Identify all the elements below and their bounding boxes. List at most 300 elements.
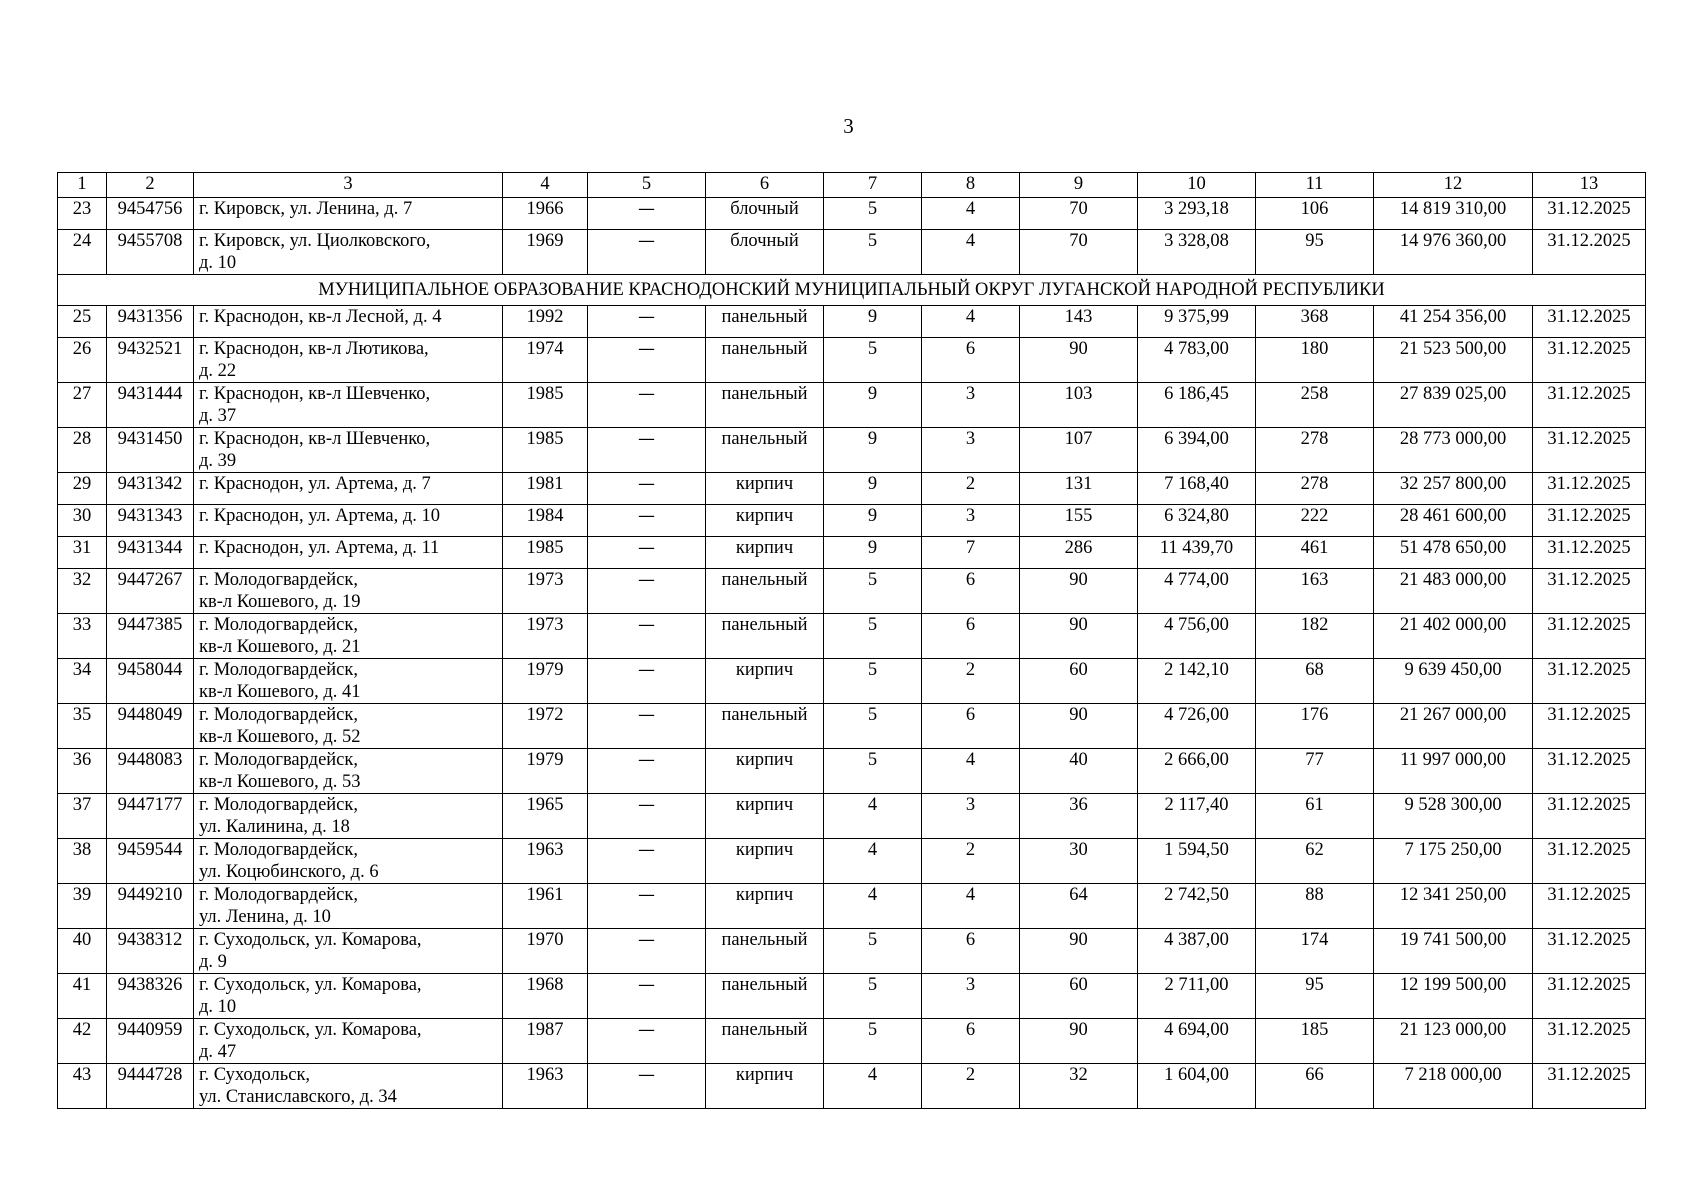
floor-count: 5	[824, 1019, 922, 1064]
table-row	[58, 428, 1646, 473]
total-area: 2 117,40	[1138, 794, 1256, 839]
cost-value: 21 267 000,00	[1374, 704, 1533, 749]
table-row	[58, 614, 1646, 659]
resident-count: 176	[1256, 704, 1374, 749]
address-line-2: д. 22	[199, 361, 237, 381]
object-id: 9438312	[107, 929, 194, 974]
object-id: 9447267	[107, 569, 194, 614]
floor-count: 5	[824, 198, 922, 230]
address-line-1: г. Молодогвардейск,	[199, 705, 359, 725]
address-cell	[194, 794, 503, 839]
total-area: 1 604,00	[1138, 1064, 1256, 1109]
deadline-date: 31.12.2025	[1533, 428, 1646, 473]
floor-count: 5	[824, 659, 922, 704]
object-id: 9438326	[107, 974, 194, 1019]
table-row	[58, 1064, 1646, 1109]
apartment-count: 30	[1020, 839, 1138, 884]
total-area: 2 142,10	[1138, 659, 1256, 704]
floor-count: 9	[824, 473, 922, 505]
wall-material: панельный	[706, 338, 824, 383]
floor-count: 5	[824, 569, 922, 614]
address-line-2: ул. Станиславского, д. 34	[199, 1087, 397, 1107]
address-cell	[194, 704, 503, 749]
apartment-count: 90	[1020, 1019, 1138, 1064]
floor-count: 5	[824, 749, 922, 794]
floor-count: 4	[824, 884, 922, 929]
deadline-date: 31.12.2025	[1533, 306, 1646, 338]
total-area: 6 324,80	[1138, 505, 1256, 537]
object-id: 9448083	[107, 749, 194, 794]
entrance-count: 7	[922, 537, 1020, 569]
build-year: 1987	[503, 1019, 588, 1064]
address-cell	[194, 338, 503, 383]
wall-material: панельный	[706, 974, 824, 1019]
floor-count: 9	[824, 537, 922, 569]
table-row	[58, 537, 1646, 569]
entrance-count: 4	[922, 306, 1020, 338]
total-area: 4 783,00	[1138, 338, 1256, 383]
wall-material: панельный	[706, 614, 824, 659]
total-area: 4 756,00	[1138, 614, 1256, 659]
row-number: 25	[58, 306, 107, 338]
wall-material: кирпич	[706, 473, 824, 505]
wall-material: панельный	[706, 428, 824, 473]
entrance-count: 3	[922, 428, 1020, 473]
address-cell	[194, 749, 503, 794]
resident-count: 88	[1256, 884, 1374, 929]
total-area: 1 594,50	[1138, 839, 1256, 884]
address-line-2: ул. Калинина, д. 18	[199, 817, 350, 837]
floor-count: 9	[824, 505, 922, 537]
object-id: 9455708	[107, 230, 194, 275]
wall-material: кирпич	[706, 537, 824, 569]
resident-count: 95	[1256, 974, 1374, 1019]
table-row	[58, 473, 1646, 505]
cost-value: 14 976 360,00	[1374, 230, 1533, 275]
cost-value: 11 997 000,00	[1374, 749, 1533, 794]
apartment-count: 103	[1020, 383, 1138, 428]
resident-count: 163	[1256, 569, 1374, 614]
cost-value: 7 218 000,00	[1374, 1064, 1533, 1109]
address-line-1: г. Молодогвардейск,	[199, 570, 359, 590]
total-area: 2 742,50	[1138, 884, 1256, 929]
entrance-count: 6	[922, 1019, 1020, 1064]
address-line-1: г. Краснодон, ул. Артема, д. 7	[199, 474, 431, 494]
resident-count: 174	[1256, 929, 1374, 974]
build-year: 1972	[503, 704, 588, 749]
object-id: 9449210	[107, 884, 194, 929]
floor-count: 5	[824, 230, 922, 275]
build-year: 1965	[503, 794, 588, 839]
row-number: 38	[58, 839, 107, 884]
cost-value: 14 819 310,00	[1374, 198, 1533, 230]
object-id: 9458044	[107, 659, 194, 704]
address-line-1: г. Суходольск, ул. Комарова,	[199, 930, 422, 950]
cost-value: 9 639 450,00	[1374, 659, 1533, 704]
total-area: 7 168,40	[1138, 473, 1256, 505]
floor-count: 4	[824, 1064, 922, 1109]
address-line-1: г. Суходольск, ул. Комарова,	[199, 975, 422, 995]
address-line-1: г. Молодогвардейск,	[199, 750, 359, 770]
object-id: 9431343	[107, 505, 194, 537]
address-line-2: д. 47	[199, 1042, 237, 1062]
entrance-count: 6	[922, 569, 1020, 614]
apartment-count: 107	[1020, 428, 1138, 473]
build-year: 1973	[503, 569, 588, 614]
col5-value: —	[588, 230, 706, 275]
total-area: 9 375,99	[1138, 306, 1256, 338]
column-number-10: 10	[1138, 173, 1256, 198]
entrance-count: 3	[922, 974, 1020, 1019]
col5-value: —	[588, 338, 706, 383]
column-number-5: 5	[588, 173, 706, 198]
table-row	[58, 704, 1646, 749]
cost-value: 21 483 000,00	[1374, 569, 1533, 614]
wall-material: кирпич	[706, 794, 824, 839]
address-cell	[194, 230, 503, 275]
section-title: МУНИЦИПАЛЬНОЕ ОБРАЗОВАНИЕ КРАСНОДОНСКИЙ МУНИЦИПАЛЬНЫЙ ОКРУГ ЛУГАНСКОЙ НАРОДНОЙ РЕСПУБЛИКИ	[58, 275, 1646, 306]
apartment-count: 90	[1020, 704, 1138, 749]
address-line-1: г. Краснодон, кв-л Лютикова,	[199, 339, 429, 359]
row-number: 31	[58, 537, 107, 569]
row-number: 29	[58, 473, 107, 505]
page-number: 3	[843, 114, 854, 138]
column-number-6: 6	[706, 173, 824, 198]
cost-value: 21 523 500,00	[1374, 338, 1533, 383]
address-line-1: г. Суходольск, ул. Комарова,	[199, 1020, 422, 1040]
apartment-count: 60	[1020, 974, 1138, 1019]
wall-material: панельный	[706, 1019, 824, 1064]
section-row	[58, 275, 1646, 306]
col5-value: —	[588, 383, 706, 428]
deadline-date: 31.12.2025	[1533, 230, 1646, 275]
entrance-count: 6	[922, 929, 1020, 974]
table-row	[58, 884, 1646, 929]
build-year: 1966	[503, 198, 588, 230]
cost-value: 32 257 800,00	[1374, 473, 1533, 505]
total-area: 4 774,00	[1138, 569, 1256, 614]
entrance-count: 6	[922, 704, 1020, 749]
total-area: 2 666,00	[1138, 749, 1256, 794]
floor-count: 9	[824, 383, 922, 428]
apartment-count: 90	[1020, 569, 1138, 614]
resident-count: 461	[1256, 537, 1374, 569]
row-number: 35	[58, 704, 107, 749]
address-cell	[194, 614, 503, 659]
address-line-1: г. Суходольск,	[199, 1065, 311, 1085]
table-row	[58, 383, 1646, 428]
floor-count: 4	[824, 794, 922, 839]
address-line-2: кв-л Кошевого, д. 41	[199, 682, 361, 702]
address-cell	[194, 1019, 503, 1064]
col5-value: —	[588, 569, 706, 614]
address-cell	[194, 659, 503, 704]
table-row	[58, 974, 1646, 1019]
object-id: 9431356	[107, 306, 194, 338]
apartment-count: 40	[1020, 749, 1138, 794]
deadline-date: 31.12.2025	[1533, 383, 1646, 428]
wall-material: кирпич	[706, 839, 824, 884]
table-row	[58, 198, 1646, 230]
object-id: 9454756	[107, 198, 194, 230]
deadline-date: 31.12.2025	[1533, 569, 1646, 614]
entrance-count: 2	[922, 473, 1020, 505]
floor-count: 5	[824, 338, 922, 383]
column-number-3: 3	[194, 173, 503, 198]
col5-value: —	[588, 659, 706, 704]
deadline-date: 31.12.2025	[1533, 614, 1646, 659]
floor-count: 5	[824, 614, 922, 659]
col5-value: —	[588, 614, 706, 659]
col5-value: —	[588, 198, 706, 230]
address-line-1: г. Краснодон, кв-л Шевченко,	[199, 384, 431, 404]
deadline-date: 31.12.2025	[1533, 338, 1646, 383]
address-cell	[194, 473, 503, 505]
floor-count: 4	[824, 839, 922, 884]
col5-value: —	[588, 1019, 706, 1064]
object-id: 9448049	[107, 704, 194, 749]
table-row	[58, 839, 1646, 884]
col5-value: —	[588, 704, 706, 749]
table-row	[58, 505, 1646, 537]
address-cell	[194, 1064, 503, 1109]
wall-material: кирпич	[706, 749, 824, 794]
resident-count: 278	[1256, 473, 1374, 505]
address-line-1: г. Молодогвардейск,	[199, 795, 359, 815]
object-id: 9431342	[107, 473, 194, 505]
resident-count: 61	[1256, 794, 1374, 839]
row-number: 24	[58, 230, 107, 275]
build-year: 1961	[503, 884, 588, 929]
cost-value: 19 741 500,00	[1374, 929, 1533, 974]
build-year: 1984	[503, 505, 588, 537]
col5-value: —	[588, 929, 706, 974]
col5-value: —	[588, 974, 706, 1019]
apartment-count: 90	[1020, 929, 1138, 974]
address-cell	[194, 884, 503, 929]
address-line-1: г. Молодогвардейск,	[199, 840, 359, 860]
address-cell	[194, 198, 503, 230]
object-id: 9447177	[107, 794, 194, 839]
object-id: 9440959	[107, 1019, 194, 1064]
cost-value: 12 341 250,00	[1374, 884, 1533, 929]
cost-value: 51 478 650,00	[1374, 537, 1533, 569]
floor-count: 9	[824, 306, 922, 338]
apartment-count: 286	[1020, 537, 1138, 569]
total-area: 11 439,70	[1138, 537, 1256, 569]
resident-count: 68	[1256, 659, 1374, 704]
build-year: 1970	[503, 929, 588, 974]
resident-count: 258	[1256, 383, 1374, 428]
address-line-1: г. Краснодон, ул. Артема, д. 10	[199, 506, 440, 526]
row-number: 34	[58, 659, 107, 704]
table-row	[58, 569, 1646, 614]
row-number: 23	[58, 198, 107, 230]
cost-value: 21 123 000,00	[1374, 1019, 1533, 1064]
build-year: 1963	[503, 839, 588, 884]
wall-material: блочный	[706, 198, 824, 230]
build-year: 1979	[503, 749, 588, 794]
col5-value: —	[588, 505, 706, 537]
entrance-count: 4	[922, 230, 1020, 275]
wall-material: блочный	[706, 230, 824, 275]
cost-value: 21 402 000,00	[1374, 614, 1533, 659]
wall-material: кирпич	[706, 1064, 824, 1109]
address-line-2: д. 39	[199, 451, 237, 471]
column-number-2: 2	[107, 173, 194, 198]
total-area: 3 328,08	[1138, 230, 1256, 275]
col5-value: —	[588, 794, 706, 839]
table-row	[58, 659, 1646, 704]
table-row	[58, 749, 1646, 794]
address-line-2: д. 37	[199, 406, 237, 426]
address-line-2: д. 10	[199, 997, 237, 1017]
resident-count: 222	[1256, 505, 1374, 537]
table-row	[58, 306, 1646, 338]
row-number: 26	[58, 338, 107, 383]
address-line-1: г. Краснодон, кв-л Шевченко,	[199, 429, 431, 449]
col5-value: —	[588, 428, 706, 473]
resident-count: 106	[1256, 198, 1374, 230]
build-year: 1963	[503, 1064, 588, 1109]
cost-value: 12 199 500,00	[1374, 974, 1533, 1019]
column-number-8: 8	[922, 173, 1020, 198]
table-row	[58, 929, 1646, 974]
deadline-date: 31.12.2025	[1533, 198, 1646, 230]
apartment-count: 70	[1020, 198, 1138, 230]
address-line-1: г. Кировск, ул. Ленина, д. 7	[199, 199, 413, 219]
address-line-2: ул. Коцюбинского, д. 6	[199, 862, 379, 882]
deadline-date: 31.12.2025	[1533, 749, 1646, 794]
build-year: 1969	[503, 230, 588, 275]
resident-count: 185	[1256, 1019, 1374, 1064]
deadline-date: 31.12.2025	[1533, 704, 1646, 749]
object-id: 9431450	[107, 428, 194, 473]
deadline-date: 31.12.2025	[1533, 1064, 1646, 1109]
address-line-2: д. 10	[199, 253, 237, 273]
cost-value: 7 175 250,00	[1374, 839, 1533, 884]
object-id: 9459544	[107, 839, 194, 884]
cost-value: 27 839 025,00	[1374, 383, 1533, 428]
address-line-1: г. Краснодон, ул. Артема, д. 11	[199, 538, 440, 558]
wall-material: панельный	[706, 383, 824, 428]
cost-value: 28 461 600,00	[1374, 505, 1533, 537]
table-row	[58, 794, 1646, 839]
row-number: 41	[58, 974, 107, 1019]
address-line-1: г. Краснодон, кв-л Лесной, д. 4	[199, 307, 442, 327]
entrance-count: 4	[922, 198, 1020, 230]
address-cell	[194, 537, 503, 569]
address-line-1: г. Молодогвардейск,	[199, 885, 359, 905]
address-line-1: г. Молодогвардейск,	[199, 660, 359, 680]
resident-count: 95	[1256, 230, 1374, 275]
resident-count: 182	[1256, 614, 1374, 659]
deadline-date: 31.12.2025	[1533, 537, 1646, 569]
build-year: 1985	[503, 537, 588, 569]
column-number-13: 13	[1533, 173, 1646, 198]
cost-value: 9 528 300,00	[1374, 794, 1533, 839]
entrance-count: 6	[922, 338, 1020, 383]
apartment-count: 143	[1020, 306, 1138, 338]
apartment-count: 155	[1020, 505, 1138, 537]
address-cell	[194, 428, 503, 473]
address-line-2: ул. Ленина, д. 10	[199, 907, 331, 927]
total-area: 2 711,00	[1138, 974, 1256, 1019]
deadline-date: 31.12.2025	[1533, 974, 1646, 1019]
col5-value: —	[588, 473, 706, 505]
resident-count: 66	[1256, 1064, 1374, 1109]
apartment-count: 90	[1020, 614, 1138, 659]
wall-material: панельный	[706, 306, 824, 338]
total-area: 3 293,18	[1138, 198, 1256, 230]
floor-count: 9	[824, 428, 922, 473]
deadline-date: 31.12.2025	[1533, 794, 1646, 839]
row-number: 37	[58, 794, 107, 839]
col5-value: —	[588, 884, 706, 929]
address-line-1: г. Молодогвардейск,	[199, 615, 359, 635]
col5-value: —	[588, 537, 706, 569]
wall-material: кирпич	[706, 884, 824, 929]
row-number: 32	[58, 569, 107, 614]
entrance-count: 3	[922, 794, 1020, 839]
column-number-1: 1	[58, 173, 107, 198]
deadline-date: 31.12.2025	[1533, 884, 1646, 929]
address-line-2: д. 9	[199, 952, 227, 972]
wall-material: кирпич	[706, 505, 824, 537]
build-year: 1985	[503, 383, 588, 428]
entrance-count: 4	[922, 749, 1020, 794]
deadline-date: 31.12.2025	[1533, 1019, 1646, 1064]
col5-value: —	[588, 839, 706, 884]
column-number-9: 9	[1020, 173, 1138, 198]
total-area: 6 186,45	[1138, 383, 1256, 428]
entrance-count: 2	[922, 839, 1020, 884]
deadline-date: 31.12.2025	[1533, 659, 1646, 704]
floor-count: 5	[824, 974, 922, 1019]
entrance-count: 6	[922, 614, 1020, 659]
row-number: 28	[58, 428, 107, 473]
object-id: 9431344	[107, 537, 194, 569]
wall-material: панельный	[706, 704, 824, 749]
resident-count: 368	[1256, 306, 1374, 338]
table-row	[58, 230, 1646, 275]
wall-material: кирпич	[706, 659, 824, 704]
entrance-count: 4	[922, 884, 1020, 929]
apartment-count: 60	[1020, 659, 1138, 704]
row-number: 33	[58, 614, 107, 659]
address-cell	[194, 306, 503, 338]
total-area: 4 726,00	[1138, 704, 1256, 749]
build-year: 1973	[503, 614, 588, 659]
apartment-count: 36	[1020, 794, 1138, 839]
resident-count: 77	[1256, 749, 1374, 794]
cost-value: 41 254 356,00	[1374, 306, 1533, 338]
object-id: 9431444	[107, 383, 194, 428]
floor-count: 5	[824, 929, 922, 974]
apartment-count: 32	[1020, 1064, 1138, 1109]
col5-value: —	[588, 306, 706, 338]
apartment-count: 64	[1020, 884, 1138, 929]
address-line-2: кв-л Кошевого, д. 21	[199, 637, 361, 657]
cost-value: 28 773 000,00	[1374, 428, 1533, 473]
build-year: 1992	[503, 306, 588, 338]
floor-count: 5	[824, 704, 922, 749]
col5-value: —	[588, 1064, 706, 1109]
deadline-date: 31.12.2025	[1533, 929, 1646, 974]
address-line-2: кв-л Кошевого, д. 19	[199, 592, 361, 612]
address-cell	[194, 383, 503, 428]
total-area: 4 694,00	[1138, 1019, 1256, 1064]
